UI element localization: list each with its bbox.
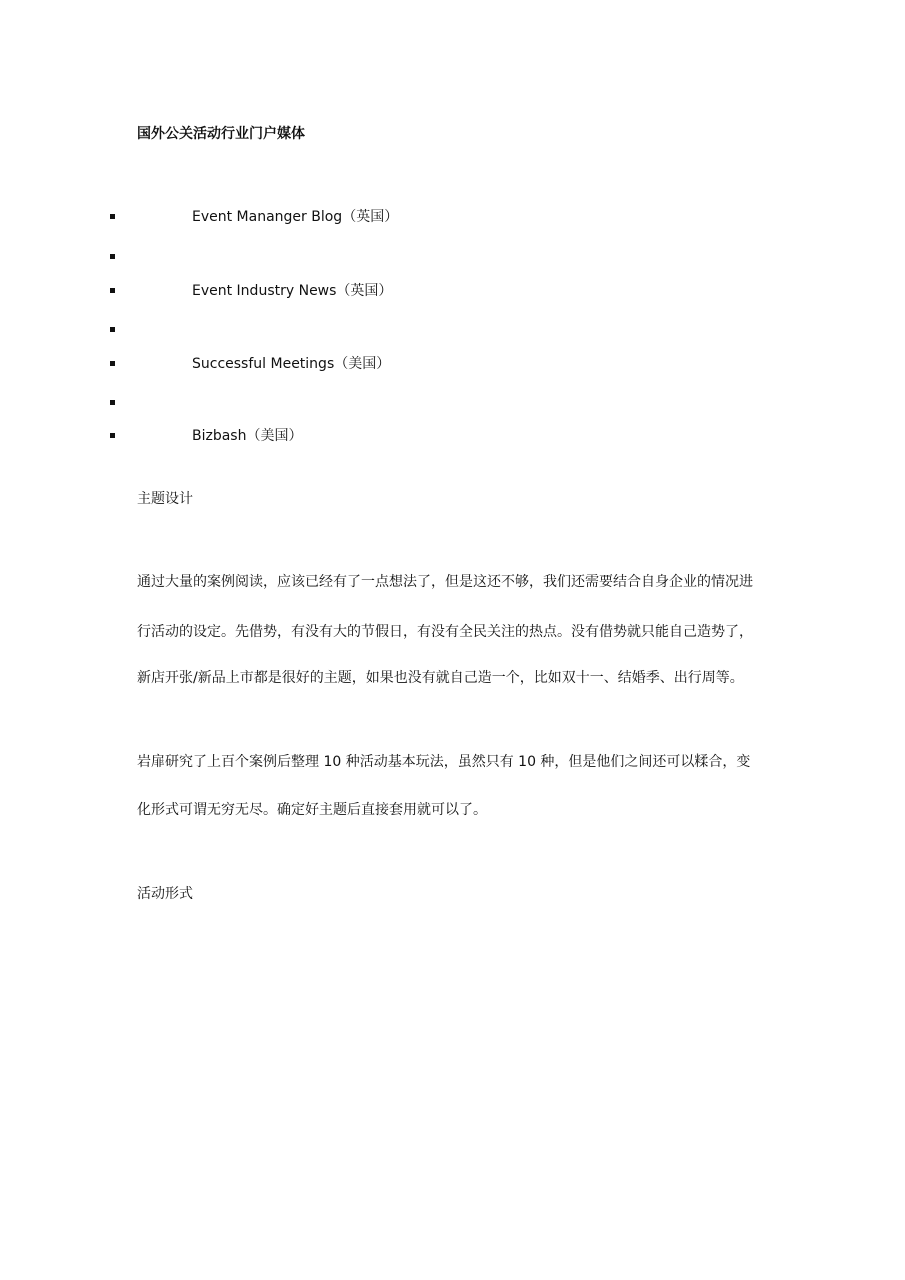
paragraph-line: 行活动的设定。先借势，有没有大的节假日，有没有全民关注的热点。没有借势就只能自己造势了， — [137, 624, 753, 640]
paragraph-line: 通过大量的案例阅读，应该已经有了一点想法了，但是这还不够，我们还需要结合自身企业的情况进 — [137, 574, 753, 590]
paragraph-line: 新店开张/新品上市都是很好的主题，如果也没有就自己造一个，比如双十一、结婚季、出行周等。 — [137, 670, 744, 686]
section-heading: 主题设计 — [137, 491, 193, 507]
list-item — [0, 392, 905, 414]
list-item-label: Bizbash（美国） — [192, 428, 303, 444]
bullet-icon — [110, 288, 115, 293]
list-item — [0, 425, 905, 447]
list-item — [0, 246, 905, 268]
list-item-label: Event Industry News（英国） — [192, 283, 393, 299]
list-item-label: Successful Meetings（美国） — [192, 356, 391, 372]
bullet-icon — [110, 327, 115, 332]
bullet-icon — [110, 254, 115, 259]
bullet-icon — [110, 214, 115, 219]
page-title: 国外公关活动行业门户媒体 — [137, 126, 305, 142]
list-item — [0, 319, 905, 341]
bullet-icon — [110, 361, 115, 366]
list-item — [0, 280, 905, 302]
paragraph-line: 化形式可谓无穷无尽。确定好主题后直接套用就可以了。 — [137, 802, 487, 818]
list-item — [0, 353, 905, 375]
bullet-icon — [110, 400, 115, 405]
list-item-label: Event Mananger Blog（英国） — [192, 209, 399, 225]
list-item — [0, 206, 905, 228]
paragraph-line: 岩扉研究了上百个案例后整理 10 种活动基本玩法，虽然只有 10 种，但是他们之间还可以糅合，变 — [137, 754, 751, 770]
bullet-icon — [110, 433, 115, 438]
section-heading: 活动形式 — [137, 886, 193, 902]
